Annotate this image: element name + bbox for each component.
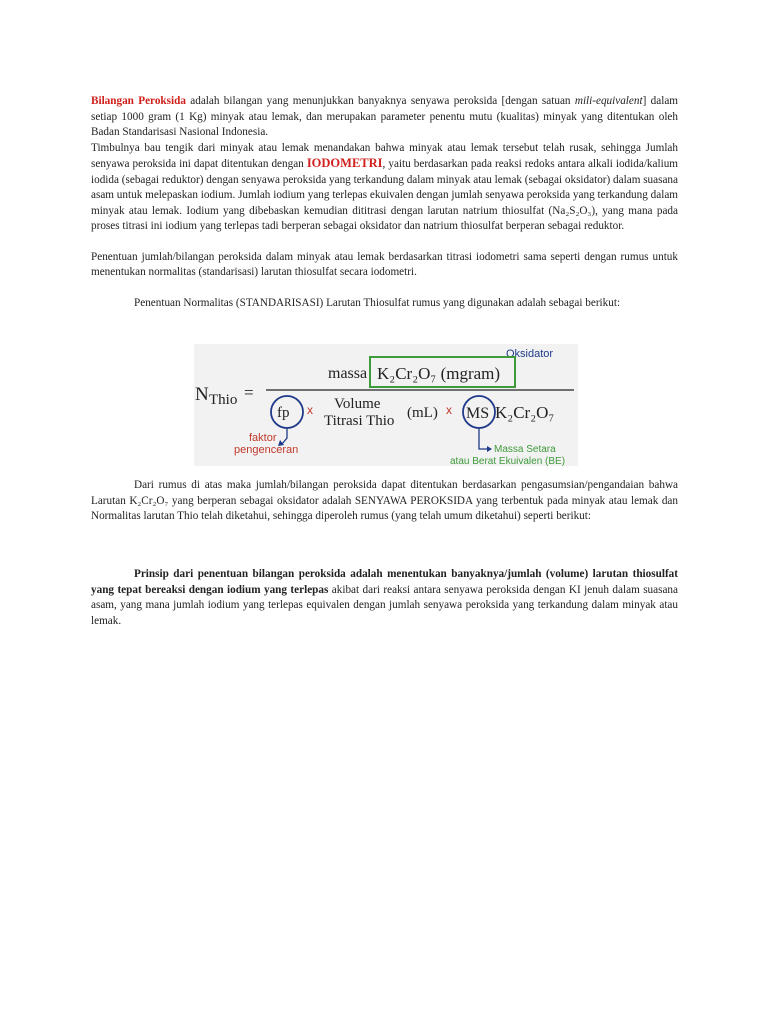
denominator-volume: Volume bbox=[334, 396, 381, 412]
times-1: x bbox=[307, 403, 313, 417]
paragraph-iodometri bbox=[91, 141, 678, 235]
prinsip-bold: Prinsip dari penentuan bilangan peroksida adalah menentukan banyaknya/jumlah (volume) larutan thiosulfat yang tepat bereaksi dengan iodium yang terlepas bbox=[91, 568, 678, 596]
formula-image bbox=[194, 344, 578, 466]
lhs-sub-thio: Thio bbox=[209, 392, 238, 408]
iodometri-text-c: ), yang mana pada proses titrasi ini iodium yang terlepas tadi berperan sebagai oksidator dan natrium thiosulfat berperan sebagai reduktor. bbox=[91, 204, 678, 232]
body-text-prinsip bbox=[91, 567, 678, 629]
label-pengenceran: pengenceran bbox=[234, 444, 299, 456]
arrow-ms bbox=[479, 428, 488, 449]
formula-natrium-thiosulfat: Na₂S₂O₃ bbox=[552, 204, 592, 217]
numerator-massa: massa bbox=[328, 365, 368, 382]
body-text-bottom bbox=[91, 478, 678, 525]
term-bilangan-peroksida: Bilangan Peroksida bbox=[91, 95, 186, 107]
iodometri-text-b: , yaitu berdasarkan pada reaksi redoks antara alkali iodida/kalium iodida (sebagai reduktor) dengan senyawa peroksida yang terkandung dalam minyak atau lemak (sebagai oksidator) dalam suasana asam untuk melepaskan iodium. Jumlah iodium yang terlepas ekuivalen dengan jumlah senyawa peroksida yang terkandung dalam minyak atau lemak. Iodium yang dibebaskan kemudian dititrasi dengan larutan natrium thiosulfat ( bbox=[91, 158, 678, 217]
formula-svg bbox=[194, 344, 578, 466]
denominator-fp: fp bbox=[277, 405, 290, 421]
paragraph-asumsi bbox=[91, 478, 678, 525]
denominator-ml: (mL) bbox=[407, 405, 438, 421]
label-berat-ekuivalen: atau Berat Ekuivalen (BE) bbox=[450, 456, 566, 466]
paragraph-definition bbox=[91, 94, 678, 141]
unit-italic: mili-equivalent bbox=[574, 95, 643, 107]
definition-text-a: adalah bilangan yang menunjukkan banyaknya senyawa peroksida [dengan satuan bbox=[185, 95, 575, 107]
lhs-n: N bbox=[195, 384, 209, 405]
times-2: x bbox=[446, 403, 452, 417]
denominator-titrasi-thio: Titrasi Thio bbox=[324, 413, 395, 429]
prinsip-text: akibat dari reaksi antara senyawa peroksida dengan KI jenuh dalam suasana asam, yang mana jumlah iodium yang terlepas equivalen dengan jumlah senyawa peroksida yang terkandung dalam minyak atau lemak. bbox=[91, 583, 678, 627]
label-oksidator: Oksidator bbox=[506, 348, 554, 360]
denominator-ms: MS bbox=[466, 405, 490, 422]
label-faktor: faktor bbox=[249, 432, 277, 444]
denominator-k2cr2o7: K₂Cr₂O₇ bbox=[495, 403, 555, 422]
paragraph-penentuan: Penentuan jumlah/bilangan peroksida dalam minyak atau lemak berdasarkan titrasi iodometri sama seperti dengan rumus untuk menentukan normalitas (standarisasi) larutan thiosulfat secara iodometri. bbox=[91, 250, 678, 278]
arrow-fp bbox=[282, 428, 287, 444]
formula-kalium-dikromat: K₂Cr₂O₇ bbox=[129, 494, 169, 507]
body-text-top bbox=[91, 94, 678, 311]
paragraph-prinsip bbox=[91, 567, 678, 629]
asumsi-text-b: yang berperan sebagai oksidator adalah SENYAWA PEROKSIDA yang terbentuk pada minyak atau lemak dan Normalitas larutan Thio telah diketahui, sehingga diperoleh rumus (yang telah umum diketahui) seperti berikut: bbox=[91, 494, 678, 522]
arrow-ms-head bbox=[487, 446, 492, 452]
numerator-k2cr2o7: K₂Cr₂O₇ (mgram) bbox=[377, 364, 501, 383]
asumsi-text-a: Dari rumus di atas maka jumlah/bilangan peroksida dapat ditentukan berdasarkan pengasumsian/pengandaian bahwa Larutan bbox=[91, 479, 678, 507]
term-iodometri: IODOMETRI bbox=[306, 156, 383, 170]
paragraph-normalitas: Penentuan Normalitas (STANDARISASI) Larutan Thiosulfat rumus yang digunakan adalah sebagai berikut: bbox=[134, 296, 621, 309]
definition-text-b: ] dalam setiap 1000 gram (1 Kg) minyak atau lemak, dan merupakan parameter penentu mutu (kualitas) minyak yang ditentukan oleh Badan Standarisasi Nasional Indonesia. bbox=[91, 95, 679, 138]
label-massa-setara: Massa Setara bbox=[494, 444, 556, 455]
iodometri-text-a: Timbulnya bau tengik dari minyak atau lemak menandakan bahwa minyak atau lemak tersebut telah rusak, sehingga Jumlah senyawa peroksida ini dapat ditentukan dengan bbox=[91, 141, 678, 170]
lhs-equals: = bbox=[244, 383, 254, 402]
